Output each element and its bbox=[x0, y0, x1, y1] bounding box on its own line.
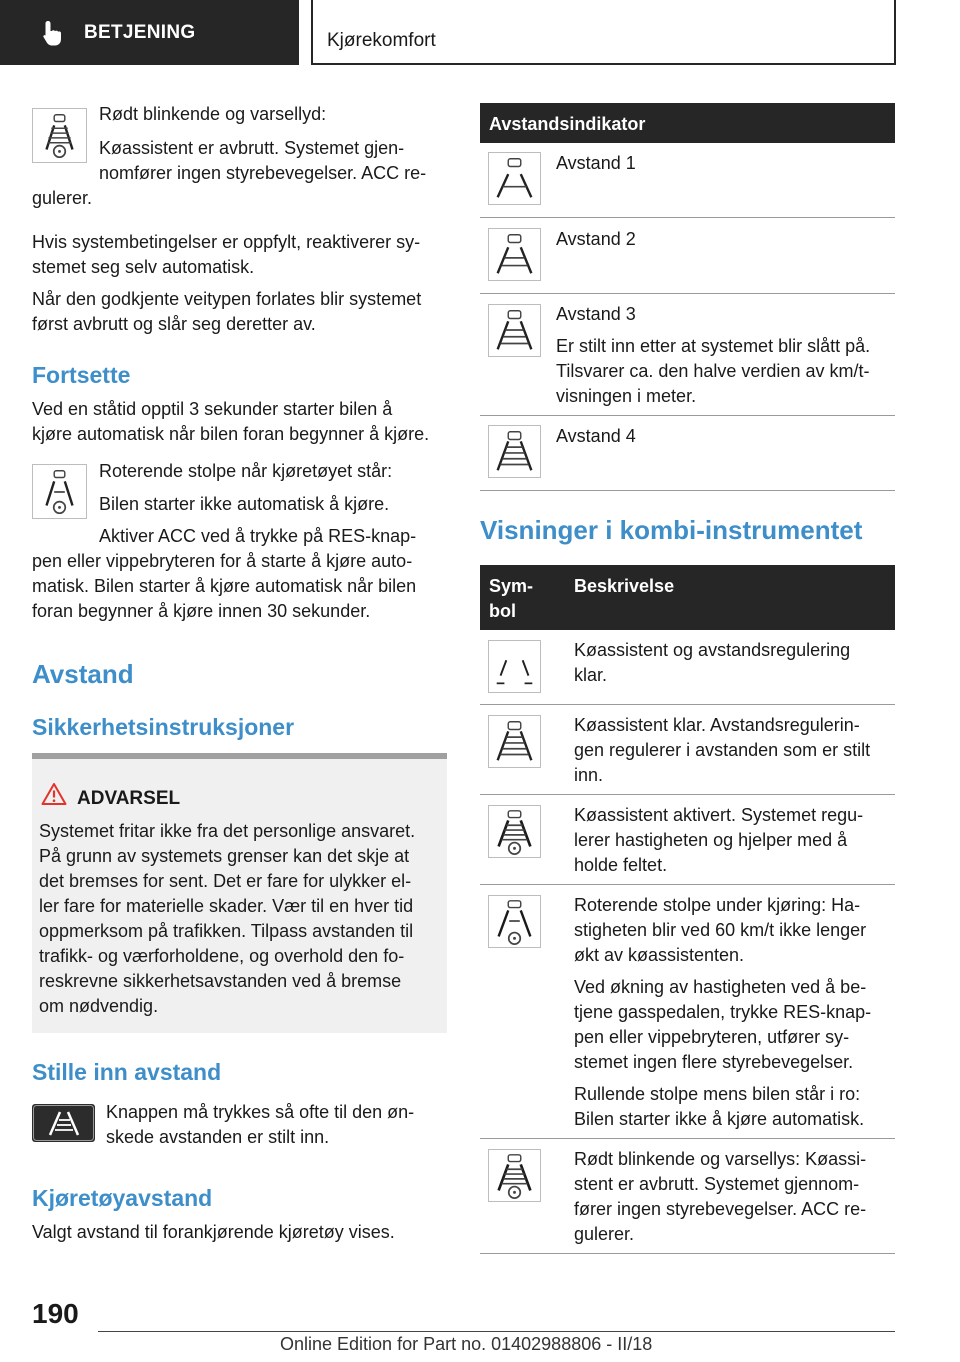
warning-line: om nødvendig. bbox=[39, 996, 159, 1016]
table-cell-text: Køassistent klar. Avstandsregulerin‐ bbox=[574, 715, 860, 735]
body-text: Roterende stolpe når kjøretøyet står: bbox=[99, 461, 393, 481]
table-cell-text: stigheten blir ved 60 km/t ikke lenger bbox=[574, 920, 867, 940]
lane-assist-ready-icon bbox=[488, 715, 541, 768]
table-cell-text: Køassistent og avstandsregulering bbox=[574, 640, 851, 660]
table-divider bbox=[480, 415, 895, 416]
kombi-instrument-heading: Visninger i kombi-instrumentet bbox=[480, 515, 863, 545]
table-divider bbox=[480, 1253, 895, 1254]
lane-assist-active-icon bbox=[488, 805, 541, 858]
table-cell-text: økt av køassistenten. bbox=[574, 945, 745, 965]
table-cell-text: gulerer. bbox=[574, 1224, 635, 1244]
lane-ready-icon bbox=[488, 640, 541, 693]
table-cell-text: Ved økning av hastigheten ved å be‐ bbox=[574, 977, 867, 997]
table-divider bbox=[480, 794, 895, 795]
body-text: nomfører ingen styrebevegelser. ACC re‐ bbox=[99, 163, 427, 183]
table-cell-text: Køassistent aktivert. Systemet regu‐ bbox=[574, 805, 864, 825]
table-cell-text: visningen i meter. bbox=[556, 386, 697, 406]
table-divider bbox=[480, 704, 895, 705]
table-cell-text: inn. bbox=[574, 765, 604, 785]
symbol-table-header bbox=[480, 565, 895, 630]
body-text: Valgt avstand til forankjørende kjøretøy vises. bbox=[32, 1222, 395, 1242]
page-number: 190 bbox=[32, 1298, 79, 1329]
body-text: foran begynner å kjøre innen 30 sekunder. bbox=[32, 601, 371, 621]
distance-3-icon bbox=[488, 304, 541, 357]
symbol-col-header-line2: bol bbox=[489, 601, 516, 621]
distance-1-icon bbox=[488, 152, 541, 205]
header-section-label: BETJENING bbox=[84, 21, 196, 43]
body-text: gulerer. bbox=[32, 188, 93, 208]
table-cell-text: gen regulerer i avstanden som er stilt bbox=[574, 740, 871, 760]
table-cell-text: Avstand 3 bbox=[556, 304, 636, 324]
table-cell-text: fører ingen styrebevegelser. ACC re‐ bbox=[574, 1199, 867, 1219]
distance-2-icon bbox=[488, 228, 541, 281]
warning-line: trafikk- og værforholdene, og overhold den fo‐ bbox=[39, 946, 405, 966]
warning-line: På grunn av systemets grenser kan det skje at bbox=[39, 846, 410, 866]
warning-line: det bremses for sent. Det er fare for ulykker el‐ bbox=[39, 871, 412, 891]
warning-line: ler fare for materielle skader. Vær til en hver tid bbox=[39, 896, 414, 916]
header-chapter-label: Kjørekomfort bbox=[327, 30, 436, 51]
body-text: pen eller vippebryteren for å starte å kjøre auto‐ bbox=[32, 551, 413, 571]
body-text: matisk. Bilen starter å kjøre automatisk når bilen bbox=[32, 576, 417, 596]
body-text: Køassistent er avbrutt. Systemet gjen‐ bbox=[99, 138, 405, 158]
header-chapter-tab bbox=[311, 0, 896, 65]
description-col-header: Beskrivelse bbox=[574, 576, 675, 596]
table-cell-text: pen eller vippebryteren, utfører sy‐ bbox=[574, 1027, 850, 1047]
footer-divider bbox=[98, 1331, 895, 1332]
symbol-col-header-line1: Sym‐ bbox=[489, 576, 534, 596]
table-cell-text: Avstand 2 bbox=[556, 229, 636, 249]
body-text: Hvis systembetingelser er oppfylt, reaktiverer sy‐ bbox=[32, 232, 421, 252]
table-cell-text: stemet ingen flere styrebevegelser. bbox=[574, 1052, 854, 1072]
body-text: først avbrutt og slår seg deretter av. bbox=[32, 314, 316, 334]
distance-table-header bbox=[480, 103, 895, 143]
footer-edition-text: Online Edition for Part no. 01402988806 - II/18 bbox=[280, 1334, 653, 1354]
distance-4-icon bbox=[488, 425, 541, 478]
lane-assist-rotating-icon bbox=[32, 464, 87, 519]
warning-line: oppmerksom på trafikken. Tilpass avstanden til bbox=[39, 921, 414, 941]
table-cell-text: stent er avbrutt. Systemet gjennom‐ bbox=[574, 1174, 860, 1194]
lane-assist-rotating-bar-icon bbox=[488, 895, 541, 948]
hand-pointer-icon bbox=[38, 18, 68, 48]
distance-table-header-label: Avstandsindikator bbox=[489, 114, 646, 134]
fortsette-heading: Fortsette bbox=[32, 362, 131, 388]
body-text: Knappen må trykkes så ofte til den øn‐ bbox=[106, 1102, 415, 1122]
table-cell-text: Er stilt inn etter at systemet blir slått på. bbox=[556, 336, 871, 356]
warning-line: Systemet fritar ikke fra det personlige ansvaret. bbox=[39, 821, 416, 841]
table-cell-text: Tilsvarer ca. den halve verdien av km/t- bbox=[556, 361, 870, 381]
kjoretoyavstand-heading: Kjøretøyavstand bbox=[32, 1185, 213, 1211]
table-cell-text: Rødt blinkende og varsellys: Køassi‐ bbox=[574, 1149, 867, 1169]
body-text: stemet seg selv automatisk. bbox=[32, 257, 255, 277]
warning-box bbox=[32, 753, 447, 1033]
table-cell-text: Rullende stolpe mens bilen står i ro: bbox=[574, 1084, 861, 1104]
table-divider bbox=[480, 884, 895, 885]
body-text: Bilen starter ikke automatisk å kjøre. bbox=[99, 494, 390, 514]
table-divider bbox=[480, 293, 895, 294]
table-cell-text: holde feltet. bbox=[574, 855, 668, 875]
table-cell-text: lerer hastigheten og hjelper med å bbox=[574, 830, 848, 850]
table-cell-text: Bilen starter ikke å kjøre automatisk. bbox=[574, 1109, 865, 1129]
body-text: kjøre automatisk når bilen foran begynner å kjøre. bbox=[32, 424, 430, 444]
table-divider bbox=[480, 1138, 895, 1139]
table-divider bbox=[480, 490, 895, 491]
table-cell-text: Roterende stolpe under kjøring: Ha‐ bbox=[574, 895, 861, 915]
warning-triangle-icon bbox=[41, 782, 67, 806]
body-text: Aktiver ACC ved å trykke på RES-knap‐ bbox=[99, 526, 417, 546]
lane-assist-red-icon bbox=[32, 108, 87, 163]
body-text: Ved en ståtid opptil 3 sekunder starter bilen å bbox=[32, 399, 393, 419]
stille-inn-heading: Stille inn avstand bbox=[32, 1059, 222, 1085]
table-cell-text: Avstand 4 bbox=[556, 426, 636, 446]
table-cell-text: Avstand 1 bbox=[556, 153, 636, 173]
table-cell-text: klar. bbox=[574, 665, 608, 685]
warning-line: reskrevne sikkerhetsavstanden ved å bremse bbox=[39, 971, 402, 991]
table-cell-text: tjene gasspedalen, trykke RES-knap‐ bbox=[574, 1002, 872, 1022]
sikkerhet-heading: Sikkerhetsinstruksjoner bbox=[32, 714, 295, 740]
header-section-tab bbox=[0, 0, 299, 65]
table-divider bbox=[480, 217, 895, 218]
warning-title: ADVARSEL bbox=[77, 788, 181, 809]
lane-assist-interrupted-icon bbox=[488, 1149, 541, 1202]
body-text: skede avstanden er stilt inn. bbox=[106, 1127, 330, 1147]
body-text: Når den godkjente veitypen forlates blir systemet bbox=[32, 289, 422, 309]
distance-button-icon bbox=[32, 1104, 95, 1142]
avstand-heading: Avstand bbox=[32, 659, 134, 689]
body-text: Rødt blinkende og varsellyd: bbox=[99, 104, 327, 124]
